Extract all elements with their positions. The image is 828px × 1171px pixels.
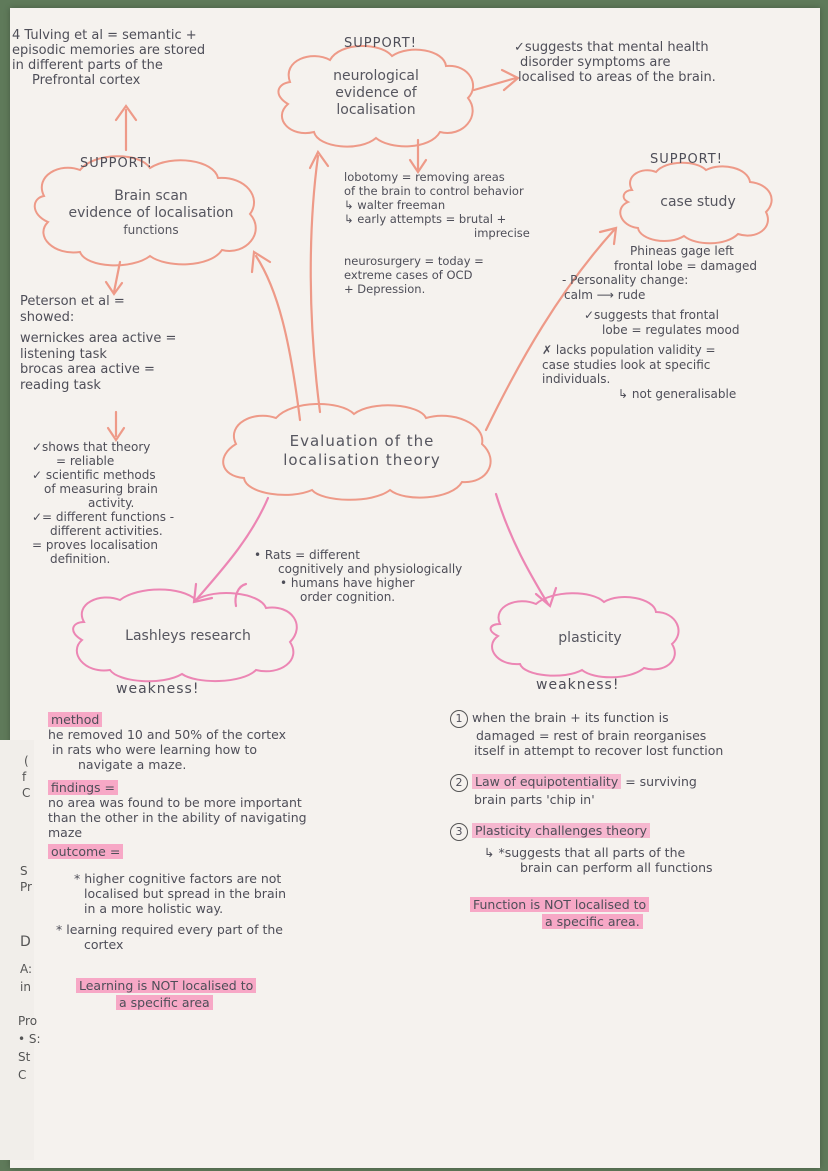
margin-fragment: A:	[20, 962, 33, 976]
brain-scan-cloud-text: Brain scan evidence of localisation functions	[68, 188, 234, 237]
rats-note: • Rats = different cognitively and physiologically • humans have higher order cognition.	[254, 548, 463, 604]
margin-fragment: in	[20, 980, 31, 994]
margin-fragment: • S:	[18, 1032, 41, 1046]
margin-fragment: (	[24, 754, 29, 768]
lashley-notes: method he removed 10 and 50% of the cortex in rats who were learning how to navigate a maze. findings = no area was found to be more important than the other in the ability of navigating maze outcome = * higher cognitive factors are not localised but spread in the brain in a more holistic way. * learning required every part of the cortex Learning is NOT localised to a specific area	[48, 712, 307, 1010]
plasticity-weakness: weakness!	[536, 677, 620, 693]
mental-health-note: ✓suggests that mental health disorder symptoms are localised to areas of the brain.	[514, 40, 716, 85]
margin-fragment: S	[20, 864, 28, 878]
margin-fragment: D	[20, 934, 31, 950]
margin-fragment: Pro	[18, 1014, 38, 1028]
scan-evaluation-note: ✓shows that theory = reliable ✓ scientific methods of measuring brain activity. ✓= different functions - different activities. = proves localisation definition.	[32, 440, 175, 566]
neuro-cloud-text: neurological evidence of localisation	[333, 68, 419, 118]
lashley-weakness: weakness!	[116, 681, 200, 697]
peterson-note: Peterson et al = showed: wernickes area active = listening task brocas area active = reading task	[20, 294, 177, 393]
margin-fragment: Pr	[20, 880, 32, 894]
point-3-marker: 3	[450, 823, 468, 841]
neuro-support-label: SUPPORT!	[344, 36, 417, 51]
plasticity-notes: 1 when the brain + its function is damaged = rest of brain reorganises itself in attempt to recover lost function 2 Law of equipotentiality = surviving brain parts 'chip in' 3 Plasticity challenges theory ↳ *suggests that all parts of the brain can perform all functions Function is NOT localised to a specific area.	[450, 710, 723, 929]
center-title: Evaluation of the localisation theory	[283, 432, 441, 469]
phineas-gage-note: Phineas gage left frontal lobe = damaged - Personality change: calm ⟶ rude ✓suggests that frontal lobe = regulates mood ✗ lacks population validity = case studies look at specific individuals. ↳ not generalisable	[542, 244, 758, 401]
case-study-support-label: SUPPORT!	[650, 152, 723, 167]
margin-fragment: C	[22, 786, 31, 800]
lobotomy-note: lobotomy = removing areas of the brain to control behavior ↳ walter freeman ↳ early attempts = brutal + imprecise neurosurgery = today = extreme cases of OCD + Depression.	[344, 170, 530, 296]
plasticity-cloud-text: plasticity	[558, 630, 622, 646]
margin-fragment: C	[18, 1068, 27, 1082]
case-study-cloud-text: case study	[660, 194, 736, 210]
point-1-marker: 1	[450, 710, 468, 728]
tulving-note: 4 Tulving et al = semantic + episodic memories are stored in different parts of the Prefrontal cortex	[12, 28, 206, 88]
margin-fragment: f	[22, 770, 27, 784]
brain-scan-support-label: SUPPORT!	[80, 156, 153, 171]
lashley-cloud-text: Lashleys research	[125, 628, 251, 644]
point-2-marker: 2	[450, 774, 468, 792]
margin-fragment: St	[18, 1050, 31, 1064]
